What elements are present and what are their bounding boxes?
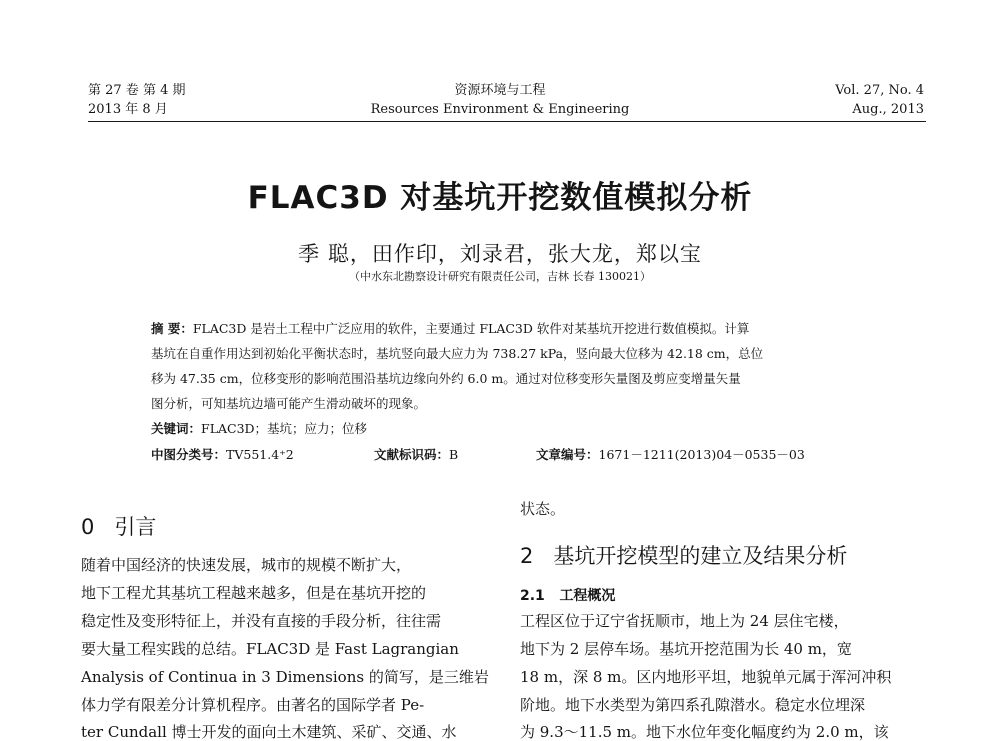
header-rule	[88, 121, 926, 122]
journal-vol-en: Vol. 27, No. 4	[835, 83, 924, 98]
journal-date: 2013 年 8 月	[88, 102, 168, 117]
overview-line-2: 地下为 2 层停车场。基坑开挖范围为长 40 m，宽	[520, 640, 852, 658]
subsection-2-1-title: 工程概况	[559, 588, 616, 604]
abstract-line-4: 图分析，可知基坑边墙可能产生滑动破坏的现象。	[151, 396, 427, 411]
document-code	[374, 443, 458, 467]
journal-date-en: Aug., 2013	[852, 102, 924, 117]
section-2-number: 2	[520, 544, 534, 568]
paper-title: FLAC3D 对基坑开挖数值模拟分析	[247, 180, 753, 216]
keywords	[151, 417, 367, 441]
intro-line-7: ter Cundall 博士开发的面向土木建筑、采矿、交通、水	[81, 723, 457, 741]
article-number	[536, 443, 805, 467]
journal-volume-issue: 第 27 卷 第 4 期	[88, 83, 186, 98]
continued-text: 状态。	[520, 500, 566, 518]
article-no-value: 1671－1211(2013)04－0535－03	[598, 447, 805, 462]
intro-line-1: 随着中国经济的快速发展，城市的规模不断扩大，	[81, 556, 412, 574]
abstract-text: FLAC3D 是岩土工程中广泛应用的软件，主要通过 FLAC3D 软件对某基坑开挖进行数值模拟。计算	[192, 321, 750, 336]
intro-line-2: 地下工程尤其基坑工程越来越多，但是在基坑开挖的	[81, 584, 427, 602]
abstract-label: 摘 要：	[151, 321, 193, 336]
keywords-label: 关键词：	[151, 421, 202, 436]
author-affiliation: （中水东北勘察设计研究有限责任公司，吉林 长春 130021）	[349, 270, 651, 283]
overview-line-1: 工程区位于辽宁省抚顺市，地上为 24 层住宅楼，	[520, 612, 849, 630]
journal-name-cn: 资源环境与工程	[454, 83, 546, 98]
subsection-2-1-number: 2.1	[520, 588, 545, 604]
journal-name-en: Resources Environment & Engineering	[370, 102, 630, 117]
author-list: 季 聪，田作印，刘录君，张大龙，郑以宝	[298, 242, 702, 266]
abstract-line-1	[151, 317, 749, 341]
section-0-number: 0	[81, 515, 95, 539]
section-2-heading	[520, 540, 847, 570]
article-no-label: 文章编号：	[536, 447, 599, 462]
clc-number	[151, 443, 294, 467]
subsection-2-1-heading	[520, 585, 615, 605]
intro-line-5: Analysis of Continua in 3 Dimensions 的简写，是三维岩	[81, 668, 489, 686]
overview-line-4: 阶地。地下水类型为第四系孔隙潜水。稳定水位埋深	[520, 696, 866, 714]
intro-line-3: 稳定性及变形特征上，并没有直接的手段分析，往往需	[81, 612, 442, 630]
intro-line-4: 要大量工程实践的总结。FLAC3D 是 Fast Lagrangian	[81, 640, 459, 658]
overview-line-3: 18 m，深 8 m。区内地形平坦，地貌单元属于浑河冲积	[520, 668, 892, 686]
abstract-line-3: 移为 47.35 cm，位移变形的影响范围沿基坑边缘向外约 6.0 m。通过对位移变形矢量图及剪应变增量矢量	[151, 371, 741, 386]
clc-value: TV551.4⁺2	[226, 447, 294, 462]
abstract-line-2: 基坑在自重作用达到初始化平衡状态时，基坑竖向最大应力为 738.27 kPa，竖向最大位移为 42.18 cm，总位	[151, 346, 764, 361]
doc-code-value: B	[449, 447, 459, 462]
clc-label: 中图分类号：	[151, 447, 227, 462]
doc-code-label: 文献标识码：	[374, 447, 450, 462]
section-0-title: 引言	[114, 515, 157, 539]
section-0-heading	[81, 511, 156, 541]
keywords-text: FLAC3D；基坑；应力；位移	[201, 421, 368, 436]
section-2-title: 基坑开挖模型的建立及结果分析	[553, 544, 848, 568]
overview-line-5: 为 9.3～11.5 m。地下水位年变化幅度约为 2.0 m，该	[520, 723, 889, 741]
intro-line-6: 体力学有限差分计算机程序。由著名的国际学者 Pe-	[81, 696, 425, 714]
